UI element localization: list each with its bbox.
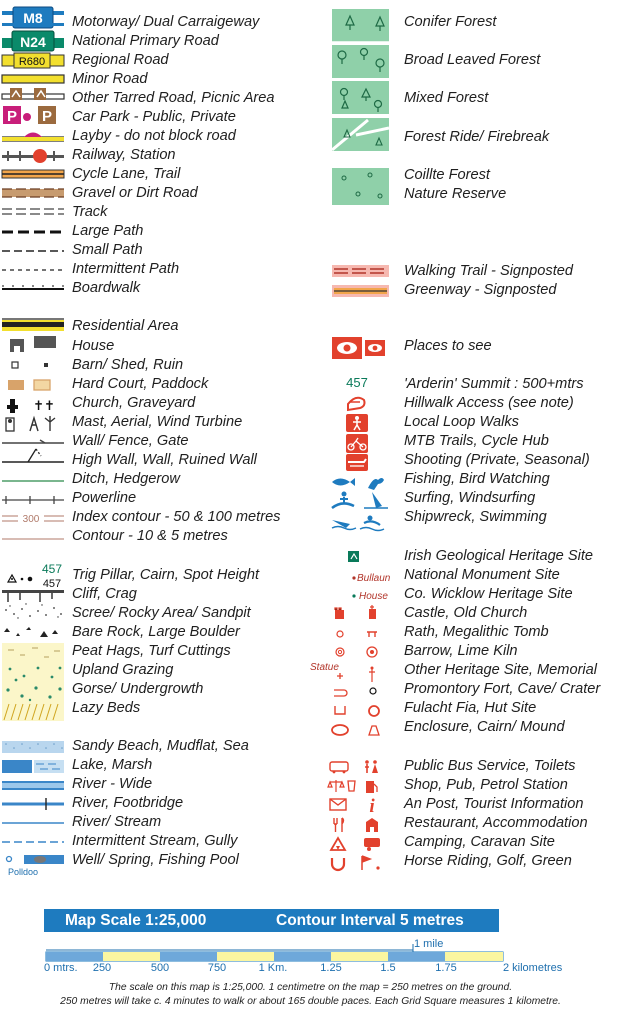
barn-symbol [12, 362, 48, 368]
legend-label-loop-walk: Local Loop Walks [404, 414, 519, 430]
legend-label-small-path: Small Path [72, 242, 143, 258]
scale-tick-label: 500 [150, 962, 170, 974]
greenway-symbol [332, 285, 389, 297]
boardwalk-symbol [2, 286, 64, 289]
contour-interval-title: Contour Interval 5 metres [276, 912, 464, 929]
legend-label-trig-pillar: Trig Pillar, Cairn, Spot Height [72, 567, 260, 583]
post-info-icon [330, 796, 375, 817]
scale-ruler [0, 930, 621, 964]
car-park-symbol [3, 106, 56, 125]
svg-text:i: i [369, 796, 375, 817]
legend-label-summit-height: 'Arderin' Summit : 500+mtrs [404, 376, 584, 392]
walking-trail-symbol [332, 265, 389, 277]
map-scale-title: Map Scale 1:25,000 [65, 912, 207, 929]
river-footbridge-symbol [2, 798, 64, 810]
mast-symbol [6, 416, 55, 431]
scale-tick-label: 0 mtrs. [44, 962, 78, 974]
motorway-label: M8 [23, 10, 43, 26]
legend-label-surfing: Surfing, Windsurfing [404, 490, 536, 506]
private-parking-glyph: P [41, 108, 53, 125]
right-symbols [310, 0, 400, 880]
legend-label-cycle-lane: Cycle Lane, Trail [72, 166, 181, 182]
legend-label-river-wide: River - Wide [72, 776, 153, 792]
tarred-road-picnic-symbol [2, 88, 64, 100]
peat-hags-symbol [2, 643, 64, 663]
one-mile-label: 1 mile [414, 938, 444, 950]
shooting-icon [346, 454, 368, 471]
scale-tick-label: 750 [207, 962, 227, 974]
legend-label-national-monument: National Monument Site [404, 567, 560, 583]
loop-walk-icon [346, 414, 368, 432]
regional-label: R680 [18, 56, 46, 68]
mixed-forest-symbol [332, 81, 389, 114]
spot-height-green-label: 457 [41, 562, 63, 576]
legend-label-walking-trail: Walking Trail - Signposted [404, 263, 573, 279]
scale-note-line-2: 250 metres will take c. 4 minutes to walk or about 165 double paces. Each Grid Square measures 1 kilometre. [60, 996, 561, 1007]
castle-icon [335, 605, 376, 619]
legend-label-index-contour: Index contour - 50 & 100 metres [72, 509, 281, 525]
legend-label-fishing: Fishing, Bird Watching [404, 471, 550, 487]
legend-label-regional-road: Regional Road [72, 52, 169, 68]
cycle-lane-symbol [2, 170, 64, 178]
bare-rock-symbol [4, 627, 58, 637]
legend-label-places-to-see: Places to see [404, 338, 492, 354]
legend-label-lake: Lake, Marsh [72, 757, 153, 773]
legend-label-greenway: Greenway - Signposted [404, 282, 557, 298]
index-contour-label: 300 [22, 514, 40, 525]
broad-leaved-forest-symbol [332, 45, 389, 78]
legend-label-residential-area: Residential Area [72, 318, 179, 334]
gorse-symbol [2, 683, 64, 703]
legend-label-river-footbridge: River, Footbridge [72, 795, 184, 811]
sandy-beach-symbol [2, 741, 64, 753]
legend-label-mtb-trail: MTB Trails, Cycle Hub [404, 433, 549, 449]
national-primary-road-symbol [2, 31, 64, 51]
legend-label-contour: Contour - 10 & 5 metres [72, 528, 228, 544]
legend-label-tarred-road-picnic: Other Tarred Road, Picnic Area [72, 90, 275, 106]
river-wide-symbol [2, 781, 64, 790]
layby-symbol [2, 133, 64, 142]
legend-label-hillwalk: Hillwalk Access (see note) [404, 395, 574, 411]
hillwalk-icon [348, 398, 365, 410]
legend-label-forest-ride: Forest Ride/ Firebreak [404, 129, 550, 145]
legend-label-intermittent-path: Intermittent Path [72, 261, 180, 277]
legend-label-house: House [72, 338, 115, 354]
legend-label-mast: Mast, Aerial, Wind Turbine [72, 414, 243, 430]
scale-tick-label: 1.75 [435, 962, 457, 974]
spot-height-black-label: 457 [42, 578, 62, 590]
high-wall-symbol [2, 449, 64, 462]
minor-road-symbol [2, 75, 64, 83]
scale-tick-label: 1.25 [320, 962, 342, 974]
promontory-fort-icon [334, 688, 376, 696]
legend-label-broad-leaved-forest: Broad Leaved Forest [404, 52, 541, 68]
legend-label-wall-fence: Wall/ Fence, Gate [72, 433, 189, 449]
legend-label-ditch: Ditch, Hedgerow [72, 471, 180, 487]
motorway-symbol [2, 7, 64, 28]
legend-label-shipwreck: Shipwreck, Swimming [404, 509, 547, 525]
legend-label-railway: Railway, Station [72, 147, 176, 163]
hard-court-symbol [8, 380, 50, 390]
scale-note-line-1: The scale on this map is 1:25,000. 1 centimetre on the map = 250 metres on the ground. [108, 982, 513, 993]
legend-label-upland-grazing: Upland Grazing [72, 662, 174, 678]
wicklow-heritage-symbol [352, 591, 388, 602]
legend-label-fulacht-fia: Fulacht Fia, Hut Site [404, 700, 537, 716]
legend-label-hard-court: Hard Court, Paddock [72, 376, 209, 392]
polldoo-label: Polldoo [8, 867, 39, 877]
legend-label-boardwalk: Boardwalk [72, 280, 141, 296]
legend-label-enclosure: Enclosure, Cairn/ Mound [404, 719, 565, 735]
residential-area-symbol [2, 318, 64, 331]
legend-label-lazy-beds: Lazy Beds [72, 700, 141, 716]
mtb-trail-icon [346, 434, 368, 453]
trig-pillar-symbol [8, 562, 62, 590]
scale-tick-label: 250 [92, 962, 112, 974]
bus-toilets-icon [330, 760, 378, 773]
scale-tick-label: 1 Km. [258, 962, 288, 974]
restaurant-icon [334, 818, 378, 832]
camping-icon [331, 838, 380, 851]
church-symbol [7, 398, 55, 413]
legend-label-shop-pub: Shop, Pub, Petrol Station [404, 777, 568, 793]
coillte-forest-symbol [332, 168, 389, 205]
cliff-symbol [2, 590, 64, 602]
legend-label-castle: Castle, Old Church [404, 605, 528, 621]
fishing-icon [332, 478, 384, 490]
legend-label-scree: Scree/ Rocky Area/ Sandpit [72, 605, 251, 621]
legend-label-car-park: Car Park - Public, Private [72, 109, 236, 125]
conifer-forest-symbol [332, 9, 389, 42]
legend-label-national-primary-road: National Primary Road [72, 33, 219, 49]
legend-label-mixed-forest: Mixed Forest [404, 90, 489, 106]
legend-label-conifer-forest: Conifer Forest [404, 14, 497, 30]
legend-label-well-spring: Well/ Spring, Fishing Pool [72, 852, 239, 868]
scale-tick-label: 2 kilometres [503, 962, 563, 974]
regional-road-symbol [2, 53, 64, 68]
legend-label-wicklow-heritage: Co. Wicklow Heritage Site [404, 586, 573, 602]
legend-label-layby: Layby - do not block road [72, 128, 236, 144]
index-contour-symbol [2, 513, 64, 525]
legend-label-promontory-fort: Promontory Fort, Cave/ Crater [404, 681, 601, 697]
legend-label-camping: Camping, Caravan Site [404, 834, 555, 850]
national-primary-label: N24 [20, 34, 46, 50]
scree-symbol [5, 603, 62, 618]
enclosure-icon [332, 725, 379, 735]
legend-label-nature-reserve: Nature Reserve [404, 186, 507, 202]
well-spring-symbol [7, 855, 65, 877]
legend-label-post-info: An Post, Tourist Information [404, 796, 584, 812]
legend-label-bare-rock: Bare Rock, Large Boulder [72, 624, 240, 640]
scale-tick-label: 1.5 [380, 962, 396, 974]
legend-label-horse-golf: Horse Riding, Golf, Green [404, 853, 572, 869]
wall-fence-symbol [2, 440, 64, 443]
legend-label-heritage-memorial: Other Heritage Site, Memorial [404, 662, 598, 678]
bullaun-label: Bullaun [357, 573, 391, 584]
legend-label-barrow: Barrow, Lime Kiln [404, 643, 518, 659]
rath-icon [337, 631, 377, 637]
horse-golf-icon [332, 856, 380, 870]
legend-label-bus-toilets: Public Bus Service, Toilets [404, 758, 576, 774]
legend-label-minor-road: Minor Road [72, 71, 148, 87]
public-parking-glyph: P [6, 108, 18, 125]
house-label: House [359, 591, 388, 602]
legend-label-large-path: Large Path [72, 223, 144, 239]
legend-label-geological-site: Irish Geological Heritage Site [404, 548, 593, 564]
surfing-icon [332, 492, 388, 509]
legend-label-coillte-forest: Coillte Forest [404, 167, 490, 183]
lake-symbol [2, 760, 64, 773]
legend-label-rath: Rath, Megalithic Tomb [404, 624, 549, 640]
geological-site-icon [348, 551, 359, 562]
house-symbol [10, 336, 56, 352]
barrow-icon [336, 647, 377, 657]
legend-label-cliff: Cliff, Crag [72, 586, 137, 602]
lazy-beds-symbol [2, 703, 64, 721]
svg-text:✝✝: ✝✝ [33, 398, 55, 413]
legend-label-restaurant: Restaurant, Accommodation [404, 815, 588, 831]
legend-label-shooting: Shooting (Private, Seasonal) [404, 452, 590, 468]
legend-label-stream: River/ Stream [72, 814, 162, 830]
shop-pub-icon [328, 780, 377, 793]
shipwreck-icon [332, 516, 384, 531]
railway-symbol [2, 149, 64, 163]
legend-label-gorse: Gorse/ Undergrowth [72, 681, 204, 697]
national-monument-symbol [352, 573, 390, 584]
legend-label-gravel-road: Gravel or Dirt Road [72, 185, 198, 201]
map-scale-banner [44, 909, 499, 932]
legend-label-sandy-beach: Sandy Beach, Mudflat, Sea [72, 738, 249, 754]
statue-label: Statue [310, 662, 339, 673]
places-to-see-icon [332, 337, 385, 359]
legend-label-barn: Barn/ Shed, Ruin [72, 357, 184, 373]
legend-label-powerline: Powerline [72, 490, 137, 506]
heritage-memorial-icon [310, 662, 375, 682]
legend-label-high-wall: High Wall, Wall, Ruined Wall [72, 452, 257, 468]
forest-ride-symbol [332, 118, 389, 151]
left-symbols [0, 0, 70, 880]
legend-label-church: Church, Graveyard [72, 395, 196, 411]
legend-label-motorway: Motorway/ Dual Carraigeway [72, 14, 260, 30]
gravel-road-symbol [2, 189, 64, 197]
powerline-symbol [2, 496, 64, 504]
upland-grazing-symbol [2, 663, 64, 683]
track-symbol [2, 209, 64, 214]
legend-label-track: Track [72, 204, 108, 220]
summit-height-symbol: 457 [346, 375, 368, 390]
legend-label-peat-hags: Peat Hags, Turf Cuttings [72, 643, 231, 659]
fulacht-fia-icon [335, 706, 379, 716]
legend-label-intermittent-stream: Intermittent Stream, Gully [72, 833, 238, 849]
